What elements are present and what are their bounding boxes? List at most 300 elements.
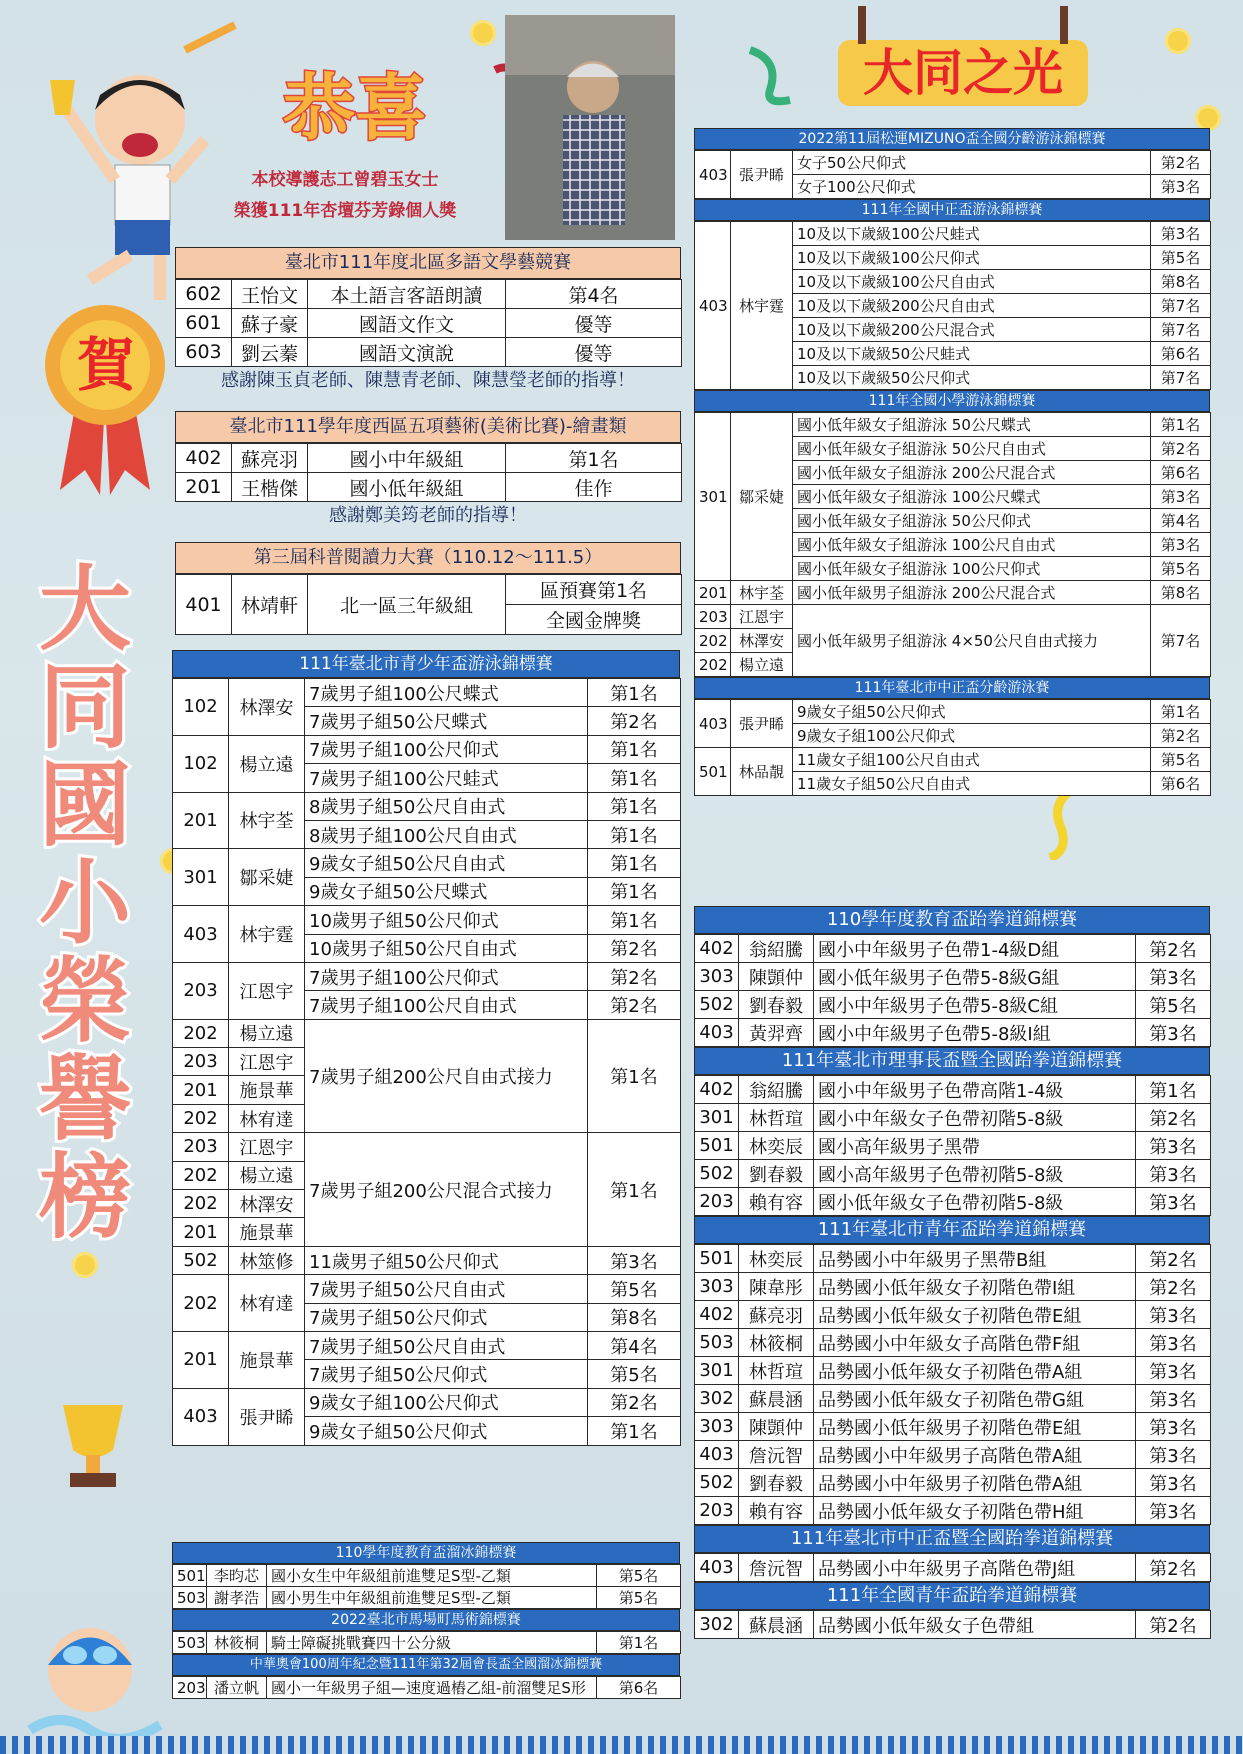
class-cell: 102 <box>173 679 229 736</box>
section-header-national-skating: 中華奧會100周年紀念暨111年第32屆會長盃全國溜冰錦標賽 <box>172 1654 680 1676</box>
rank-cell: 優等 <box>506 338 682 367</box>
table-row <box>173 849 681 877</box>
section-header-chairman-taekwondo: 111年臺北市理事長盃暨全國跆拳道錦標賽 <box>694 1047 1210 1075</box>
rank-cell: 第1名 <box>1136 1076 1211 1104</box>
event-cell: 8歲男子組100公尺自由式 <box>305 820 588 848</box>
name-cell: 江恩宇 <box>229 1133 305 1161</box>
event-cell: 國小女生中年級組前進雙足S型-乙類 <box>267 1565 597 1587</box>
event-cell: 7歲男子組100公尺仰式 <box>305 962 588 990</box>
name-cell: 施景華 <box>229 1218 305 1246</box>
ribbon-icon <box>740 40 800 110</box>
name-cell: 林宇荃 <box>229 792 305 849</box>
class-cell: 203 <box>173 1048 229 1076</box>
event-cell: 本土語言客語朗讀 <box>308 280 506 309</box>
rank-cell: 第2名 <box>1136 935 1211 963</box>
event-cell: 品勢國小低年級女子初階色帶E組 <box>814 1301 1136 1329</box>
table-row <box>695 1357 1211 1385</box>
section-header-national-youth-taekwondo: 111年全國青年盃跆拳道錦標賽 <box>694 1582 1210 1610</box>
sign-post <box>858 6 866 44</box>
event-cell: 品勢國小低年級男子初階色帶E組 <box>814 1413 1136 1441</box>
event-cell: 11歲男子組50公尺仰式 <box>305 1246 588 1274</box>
table-row <box>173 962 681 990</box>
section-header-multilingual: 臺北市111年度北區多語文學藝競賽 <box>175 247 681 279</box>
event-cell: 11歲女子組100公尺自由式 <box>793 748 1151 772</box>
name-cell: 劉春毅 <box>739 991 814 1019</box>
name-cell: 林宥達 <box>229 1104 305 1132</box>
event-cell: 9歲女子組50公尺仰式 <box>305 1417 588 1445</box>
art-table <box>175 443 682 502</box>
class-cell: 301 <box>695 413 731 581</box>
table-row <box>176 309 682 338</box>
rank-cell: 第6名 <box>1151 461 1211 485</box>
event-cell: 國小低年級女子組游泳 200公尺混合式 <box>793 461 1151 485</box>
name-cell: 蘇子豪 <box>232 309 308 338</box>
event-cell: 7歲男子組50公尺仰式 <box>305 1303 588 1331</box>
rank-cell: 第2名 <box>1136 1273 1211 1301</box>
rank-cell: 第3名 <box>1136 1497 1211 1525</box>
class-cell: 302 <box>695 1611 739 1639</box>
rank-cell: 第3名 <box>1136 1160 1211 1188</box>
rank-cell: 第2名 <box>1136 1611 1211 1639</box>
table-row <box>695 1132 1211 1160</box>
table-row <box>173 792 681 820</box>
rank-cell: 第4名 <box>588 1331 681 1359</box>
event-cell: 7歲男子組50公尺蝶式 <box>305 707 588 735</box>
table-row <box>695 413 1211 437</box>
class-cell: 203 <box>173 1677 207 1699</box>
name-cell: 王楷傑 <box>232 473 308 502</box>
class-cell: 202 <box>173 1190 229 1218</box>
rank-cell: 第3名 <box>1136 1413 1211 1441</box>
rank-cell: 第3名 <box>1136 1329 1211 1357</box>
rank-cell: 第5名 <box>597 1565 681 1587</box>
congrats-line2: 榮獲111年杏壇芬芳錄個人獎 <box>233 201 457 221</box>
table-row <box>173 679 681 707</box>
rank-cell: 第5名 <box>588 1360 681 1388</box>
class-cell: 202 <box>695 653 731 677</box>
name-cell: 張尹睎 <box>731 700 793 748</box>
name-cell: 林哲瑄 <box>739 1104 814 1132</box>
class-cell: 201 <box>173 792 229 849</box>
table-row <box>695 1104 1211 1132</box>
table-row <box>173 1677 681 1699</box>
rank-cell: 第3名 <box>1151 222 1211 246</box>
rank-cell: 第6名 <box>597 1677 681 1699</box>
name-cell: 林宇霆 <box>229 906 305 963</box>
thanks-note: 感謝陳玉貞老師、陳慧青老師、陳慧瑩老師的指導！ <box>221 370 635 391</box>
rank-cell: 第2名 <box>1136 1104 1211 1132</box>
rank-cell: 第7名 <box>1151 318 1211 342</box>
rank-cell: 第2名 <box>1151 724 1211 748</box>
rank-cell: 第3名 <box>1151 533 1211 557</box>
rank-cell: 第1名 <box>588 1417 681 1445</box>
name-cell: 江恩宇 <box>229 1048 305 1076</box>
congrats-title: 恭喜 <box>282 66 427 150</box>
event-cell: 騎士障礙挑戰賽四十公分級 <box>267 1632 597 1654</box>
rank-cell: 第8名 <box>588 1303 681 1331</box>
event-cell: 7歲男子組100公尺蝶式 <box>305 679 588 707</box>
name-cell: 施景華 <box>229 1331 305 1388</box>
name-cell: 張尹睎 <box>229 1388 305 1445</box>
table-row <box>173 1246 681 1274</box>
rank-cell: 第4名 <box>1151 509 1211 533</box>
skating-table <box>172 1564 681 1609</box>
name-cell: 陳顗仲 <box>739 963 814 991</box>
rank-cell: 第5名 <box>1151 246 1211 270</box>
table-row <box>695 1469 1211 1497</box>
class-cell: 203 <box>695 605 731 629</box>
event-cell: 國小低年級女子組游泳 50公尺自由式 <box>793 437 1151 461</box>
chairman-taekwondo-table <box>694 1075 1211 1216</box>
rank-cell: 第2名 <box>1151 151 1211 175</box>
event-cell: 國小中年級男子色帶高階1-4級 <box>814 1076 1136 1104</box>
event-cell: 女子50公尺仰式 <box>793 151 1151 175</box>
table-row <box>695 1076 1211 1104</box>
rank-cell: 第3名 <box>1151 485 1211 509</box>
event-cell: 國小低年級女子組游泳 50公尺仰式 <box>793 509 1151 533</box>
name-cell: 劉春毅 <box>739 1469 814 1497</box>
rank-cell: 第2名 <box>588 991 681 1019</box>
name-cell: 林哲瑄 <box>739 1357 814 1385</box>
event-cell: 10及以下歲級100公尺仰式 <box>793 246 1151 270</box>
bottom-border <box>0 1736 1243 1754</box>
event-cell: 國小低年級女子色帶初階5-8級 <box>814 1188 1136 1216</box>
class-cell: 202 <box>173 1019 229 1047</box>
event-cell: 10及以下歲級200公尺混合式 <box>793 318 1151 342</box>
name-cell: 王怡文 <box>232 280 308 309</box>
table-row <box>695 605 1211 629</box>
event-cell: 7歲男子組100公尺仰式 <box>305 735 588 763</box>
table-row <box>176 444 682 473</box>
table-row <box>173 1133 681 1161</box>
event-cell: 品勢國小中年級男子黑帶B組 <box>814 1245 1136 1273</box>
youth-taekwondo-table <box>694 1244 1211 1525</box>
class-cell: 403 <box>695 700 731 748</box>
event-cell: 品勢國小中年級女子高階色帶F組 <box>814 1329 1136 1357</box>
name-cell: 鄒采婕 <box>731 413 793 581</box>
event-cell: 10及以下歲級100公尺蛙式 <box>793 222 1151 246</box>
event-cell: 國小中年級女子色帶初階5-8級 <box>814 1104 1136 1132</box>
taipei-age-swim-table <box>694 699 1211 796</box>
event-cell: 國小低年級女子組游泳 100公尺仰式 <box>793 557 1151 581</box>
event-cell: 7歲男子組50公尺自由式 <box>305 1331 588 1359</box>
rank-cell: 第2名 <box>1136 1554 1211 1582</box>
section-header-taipei-age-swim: 111年臺北市中正盃分齡游泳賽 <box>694 677 1210 699</box>
table-row <box>695 1160 1211 1188</box>
event-cell: 9歲女子組50公尺自由式 <box>305 849 588 877</box>
event-cell: 10及以下歲級50公尺蛙式 <box>793 342 1151 366</box>
name-cell: 林品靚 <box>731 748 793 796</box>
class-cell: 203 <box>173 1133 229 1161</box>
event-cell: 國小一年級男子組—速度過樁乙組-前溜雙足S形 <box>267 1677 597 1699</box>
award-cell: 區預賽第1名 <box>506 575 682 605</box>
class-cell: 501 <box>695 1132 739 1160</box>
event-cell: 品勢國小低年級女子初階色帶G組 <box>814 1385 1136 1413</box>
star-icon <box>72 1252 98 1278</box>
name-cell: 蘇晨涵 <box>739 1385 814 1413</box>
name-cell: 林宇荃 <box>731 581 793 605</box>
table-row <box>695 1441 1211 1469</box>
name-cell: 林宇霆 <box>731 222 793 390</box>
rank-cell: 第8名 <box>1151 270 1211 294</box>
name-cell: 林澤安 <box>731 629 793 653</box>
rank-cell: 第1名 <box>588 849 681 877</box>
class-cell: 202 <box>173 1104 229 1132</box>
class-cell: 303 <box>695 1413 739 1441</box>
name-cell: 黃羿齊 <box>739 1019 814 1047</box>
rank-cell: 第3名 <box>1136 1385 1211 1413</box>
event-cell: 國小低年級女子組游泳 100公尺蝶式 <box>793 485 1151 509</box>
rank-cell: 第1名 <box>506 444 682 473</box>
event-cell: 10及以下歲級100公尺自由式 <box>793 270 1151 294</box>
rank-cell: 第7名 <box>1151 366 1211 390</box>
table-row <box>695 991 1211 1019</box>
table-row <box>173 1019 681 1047</box>
section-header-equestrian: 2022臺北市馬場町馬術錦標賽 <box>172 1609 680 1631</box>
name-cell: 林宥達 <box>229 1275 305 1332</box>
class-cell: 403 <box>695 1441 739 1469</box>
table-row <box>176 280 682 309</box>
rank-cell: 第1名 <box>588 679 681 707</box>
table-row <box>695 1273 1211 1301</box>
event-cell: 國小高年級男子色帶初階5-8級 <box>814 1160 1136 1188</box>
table-row <box>695 1329 1211 1357</box>
table-row <box>695 1245 1211 1273</box>
table-row <box>176 338 682 367</box>
name-cell: 翁紹騰 <box>739 1076 814 1104</box>
section-header-edu-taekwondo: 110學年度教育盃跆拳道錦標賽 <box>694 906 1210 934</box>
event-cell: 國小低年級女子組游泳 100公尺自由式 <box>793 533 1151 557</box>
table-row <box>695 1385 1211 1413</box>
table-row <box>695 1301 1211 1329</box>
event-cell: 國小低年級男子色帶5-8級G組 <box>814 963 1136 991</box>
class-cell: 203 <box>173 962 229 1019</box>
table-row <box>695 1019 1211 1047</box>
rank-cell: 第3名 <box>1136 1469 1211 1497</box>
rank-cell: 第1名 <box>588 735 681 763</box>
rank-cell: 第5名 <box>1151 557 1211 581</box>
class-cell: 501 <box>173 1565 207 1587</box>
name-cell: 詹沅智 <box>739 1441 814 1469</box>
event-cell: 10歲男子組50公尺仰式 <box>305 906 588 934</box>
name-cell: 林筱桐 <box>739 1329 814 1357</box>
event-cell: 7歲男子組50公尺自由式 <box>305 1275 588 1303</box>
name-cell: 賴有容 <box>739 1188 814 1216</box>
rank-cell: 第3名 <box>1136 1019 1211 1047</box>
rank-cell: 第1名 <box>588 1019 681 1133</box>
table-row <box>173 1587 681 1609</box>
trophy-icon <box>48 1395 138 1495</box>
elementary-swim-table <box>694 412 1211 677</box>
class-cell: 301 <box>695 1104 739 1132</box>
name-cell: 蘇亮羽 <box>739 1301 814 1329</box>
class-cell: 503 <box>173 1632 207 1654</box>
class-cell: 403 <box>695 222 731 390</box>
name-cell: 林奕辰 <box>739 1132 814 1160</box>
chungcheng-swim-table <box>694 221 1211 390</box>
rank-cell: 第1名 <box>588 1133 681 1247</box>
name-cell: 施景華 <box>229 1076 305 1104</box>
star-icon <box>1165 28 1191 54</box>
class-cell: 502 <box>695 1160 739 1188</box>
rank-cell: 第6名 <box>1151 342 1211 366</box>
event-cell: 國小男生中年級組前進雙足S型-乙類 <box>267 1587 597 1609</box>
rank-cell: 第1名 <box>588 764 681 792</box>
rank-cell: 第1名 <box>597 1632 681 1654</box>
equestrian-table <box>172 1631 681 1654</box>
name-cell: 陳韋彤 <box>739 1273 814 1301</box>
rank-cell: 第2名 <box>1136 1245 1211 1273</box>
youth-swim-table <box>172 678 681 1446</box>
event-cell: 國小中年級組 <box>308 444 506 473</box>
class-cell: 202 <box>695 629 731 653</box>
table-row <box>173 1275 681 1303</box>
section-header-skating: 110學年度教育盃溜冰錦標賽 <box>172 1542 680 1564</box>
swimmer-illustration <box>20 1600 170 1750</box>
edu-taekwondo-table <box>694 934 1211 1047</box>
class-cell: 402 <box>176 444 232 473</box>
table-row <box>695 1554 1211 1582</box>
event-cell: 10及以下歲級50公尺仰式 <box>793 366 1151 390</box>
rank-cell: 優等 <box>506 309 682 338</box>
science-reading-table <box>175 574 682 635</box>
name-cell: 潘立帆 <box>207 1677 267 1699</box>
class-cell: 301 <box>173 849 229 906</box>
section-header-mizuno: 2022第11屆松運MIZUNO盃全國分齡游泳錦標賽 <box>694 128 1210 150</box>
sign-post <box>1060 6 1068 44</box>
rank-cell: 第2名 <box>1151 437 1211 461</box>
name-cell: 張尹睎 <box>731 151 793 199</box>
class-cell: 403 <box>695 1019 739 1047</box>
national-youth-taekwondo-table <box>694 1610 1211 1639</box>
class-cell: 402 <box>695 1301 739 1329</box>
class-cell: 301 <box>695 1357 739 1385</box>
event-cell: 國小低年級男子組游泳 4×50公尺自由式接力 <box>793 605 1151 677</box>
name-cell: 賴有容 <box>739 1497 814 1525</box>
event-cell: 品勢國小低年級女子初階色帶A組 <box>814 1357 1136 1385</box>
section-header-science-reading: 第三屆科普閱讀力大賽（110.12～111.5） <box>175 542 681 574</box>
table-row <box>176 473 682 502</box>
rank-cell: 第3名 <box>1136 1301 1211 1329</box>
class-cell: 601 <box>176 309 232 338</box>
table-row <box>695 1611 1211 1639</box>
name-cell: 劉云蓁 <box>232 338 308 367</box>
rank-cell: 第5名 <box>1151 748 1211 772</box>
event-cell: 9歲女子組100公尺仰式 <box>793 724 1151 748</box>
class-cell: 303 <box>695 963 739 991</box>
event-cell: 女子100公尺仰式 <box>793 175 1151 199</box>
name-cell: 楊立遠 <box>229 735 305 792</box>
rank-cell: 第2名 <box>588 962 681 990</box>
award-cell: 全國金牌獎 <box>506 605 682 635</box>
rank-cell: 第4名 <box>506 280 682 309</box>
group-cell: 北一區三年級組 <box>308 575 506 635</box>
rank-cell: 第3名 <box>1136 1357 1211 1385</box>
rank-cell: 第1名 <box>1151 700 1211 724</box>
rank-cell: 第5名 <box>588 1275 681 1303</box>
table-row <box>173 906 681 934</box>
rank-cell: 第5名 <box>1136 991 1211 1019</box>
table-row <box>695 581 1211 605</box>
section-header-chungcheng-swim: 111年全國中正盃游泳錦標賽 <box>694 199 1210 221</box>
event-cell: 9歲女子組100公尺仰式 <box>305 1388 588 1416</box>
name-cell: 翁紹騰 <box>739 935 814 963</box>
name-cell: 林澤安 <box>229 1190 305 1218</box>
rank-cell: 第3名 <box>1136 1132 1211 1160</box>
table-row <box>695 748 1211 772</box>
rank-cell: 第5名 <box>597 1587 681 1609</box>
event-cell: 品勢國小中年級男子高階色帶J組 <box>814 1554 1136 1582</box>
event-cell: 國小中年級男子色帶1-4級D組 <box>814 935 1136 963</box>
class-cell: 602 <box>176 280 232 309</box>
section-header-youth-taekwondo: 111年臺北市青年盃跆拳道錦標賽 <box>694 1216 1210 1244</box>
name-cell: 謝孝浩 <box>207 1587 267 1609</box>
table-row <box>173 1331 681 1359</box>
thanks-note: 感謝鄭美筠老師的指導！ <box>329 505 527 526</box>
rank-cell: 第3名 <box>1136 1441 1211 1469</box>
national-skating-table <box>172 1676 681 1699</box>
table-row <box>695 1413 1211 1441</box>
event-cell: 9歲女子組50公尺仰式 <box>793 700 1151 724</box>
event-cell: 品勢國小低年級女子色帶組 <box>814 1611 1136 1639</box>
class-cell: 402 <box>695 935 739 963</box>
rank-cell: 第3名 <box>1151 175 1211 199</box>
volunteer-photo <box>505 15 675 240</box>
event-cell: 國語文作文 <box>308 309 506 338</box>
section-header-art: 臺北市111學年度西區五項藝術(美術比賽)-繪畫類 <box>175 411 681 443</box>
rank-cell: 第3名 <box>1136 963 1211 991</box>
class-cell: 203 <box>695 1188 739 1216</box>
event-cell: 國小高年級男子黑帶 <box>814 1132 1136 1160</box>
class-cell: 403 <box>173 906 229 963</box>
table-row <box>695 1188 1211 1216</box>
class-cell: 303 <box>695 1273 739 1301</box>
event-cell: 國小中年級男子色帶5-8級I組 <box>814 1019 1136 1047</box>
table-row <box>695 151 1211 175</box>
event-cell: 國小低年級組 <box>308 473 506 502</box>
rank-cell: 第6名 <box>1151 772 1211 796</box>
name-cell: 楊立遠 <box>229 1019 305 1047</box>
rank-cell: 第1名 <box>588 820 681 848</box>
rank-cell: 第1名 <box>588 792 681 820</box>
name-cell: 詹沅智 <box>739 1554 814 1582</box>
event-cell: 9歲女子組50公尺蝶式 <box>305 877 588 905</box>
rank-cell: 第2名 <box>588 934 681 962</box>
class-cell: 203 <box>695 1497 739 1525</box>
congrats-line1: 本校導護志工曾碧玉女士 <box>251 170 439 190</box>
event-cell: 品勢國小中年級男子初階色帶A組 <box>814 1469 1136 1497</box>
rank-cell: 佳作 <box>506 473 682 502</box>
class-cell: 403 <box>173 1388 229 1445</box>
name-cell: 李昀芯 <box>207 1565 267 1587</box>
table-row <box>173 1388 681 1416</box>
name-cell: 陳顗仲 <box>739 1413 814 1441</box>
section-header-chungcheng-taekwondo: 111年臺北市中正盃暨全國跆拳道錦標賽 <box>694 1525 1210 1553</box>
event-cell: 7歲男子組50公尺仰式 <box>305 1360 588 1388</box>
event-cell: 8歲男子組50公尺自由式 <box>305 792 588 820</box>
class-cell: 603 <box>176 338 232 367</box>
event-cell: 7歲男子組100公尺蛙式 <box>305 764 588 792</box>
name-cell: 林澤安 <box>229 679 305 736</box>
class-cell: 202 <box>173 1161 229 1189</box>
class-cell: 102 <box>173 735 229 792</box>
class-cell: 201 <box>173 1218 229 1246</box>
event-cell: 國小低年級女子組游泳 50公尺蝶式 <box>793 413 1151 437</box>
class-cell: 201 <box>695 581 731 605</box>
chungcheng-taekwondo-table <box>694 1553 1211 1582</box>
name-cell: 林奕辰 <box>739 1245 814 1273</box>
brand-title: 大同之光 <box>863 44 1063 102</box>
